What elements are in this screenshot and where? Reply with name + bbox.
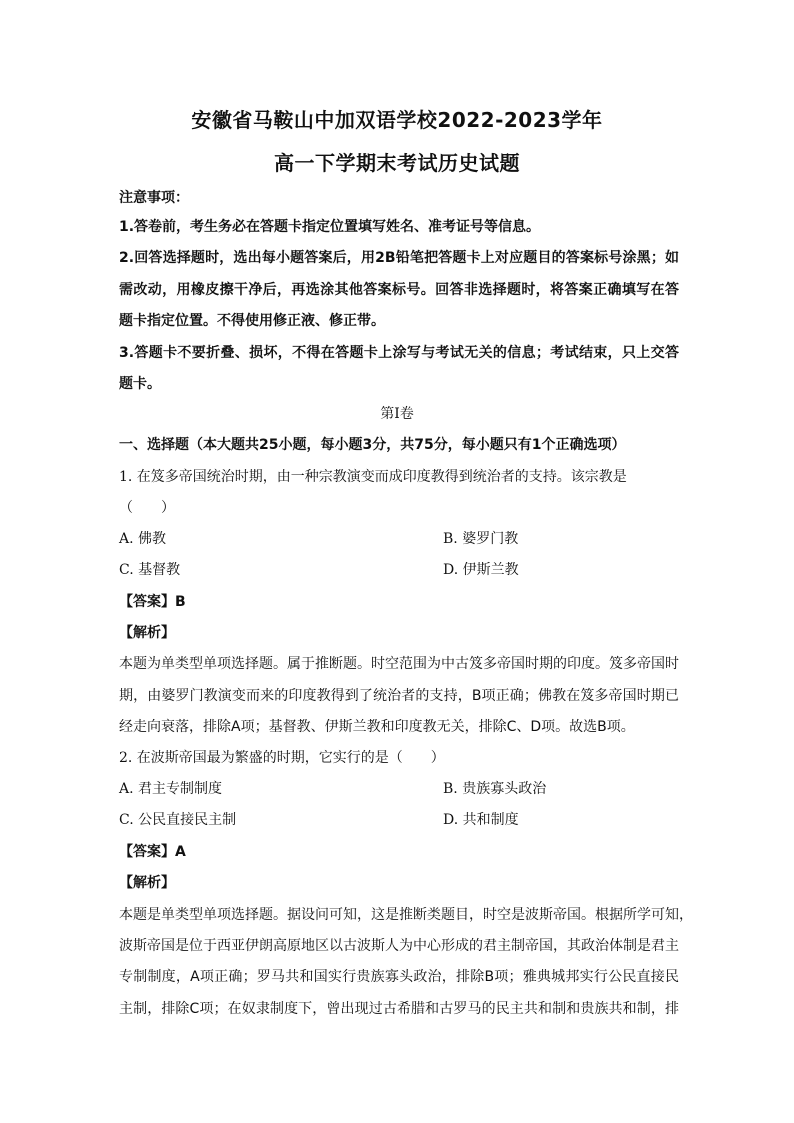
q2-answer: 【答案】A — [119, 844, 186, 860]
notice-item-2-line1: 2.回答选择题时，选出每小题答案后，用2B铅笔把答题卡上对应题目的答案标号涂黑；如 — [119, 250, 679, 266]
q2-stem: 2. 在波斯帝国最为繁盛的时期，它实行的是（ ） — [119, 750, 445, 766]
notice-item-3-line1: 3.答题卡不要折叠、损坏，不得在答题卡上涂写与考试无关的信息；考试结束，只上交答 — [119, 345, 679, 361]
notice-item-1: 1.答卷前，考生务必在答题卡指定位置填写姓名、准考证号等信息。 — [119, 219, 541, 235]
q2-analysis-line1: 本题是单类型单项选择题。据设问可知，这是推断类题目，时空是波斯帝国。根据所学可知， — [119, 907, 693, 923]
q2-option-b: B. 贵族寡头政治 — [443, 781, 547, 797]
q2-analysis-line3: 专制制度，A项正确；罗马共和国实行贵族寡头政治，排除B项；雅典城邦实行公民直接民 — [119, 969, 679, 985]
exam-title-line1: 安徽省马鞍山中加双语学校2022-2023学年 — [191, 108, 603, 132]
volume-heading: 第I卷 — [380, 406, 414, 422]
q1-analysis-line2: 期，由婆罗门教演变而来的印度教得到了统治者的支持，B项正确；佛教在笈多帝国时期已 — [119, 688, 679, 704]
q1-stem: 1. 在笈多帝国统治时期，由一种宗教演变而成印度教得到统治者的支持。该宗教是 — [119, 469, 627, 485]
q1-analysis-line3: 经走向衰落，排除A项；基督教、伊斯兰教和印度教无关，排除C、D项。故选B项。 — [119, 719, 635, 735]
q2-analysis-line4: 主制，排除C项；在奴隶制度下，曾出现过古希腊和古罗马的民主共和制和贵族共和制，排 — [119, 1001, 679, 1017]
q1-analysis-line1: 本题为单类型单项选择题。属于推断题。时空范围为中古笈多帝国时期的印度。笈多帝国时 — [119, 656, 679, 672]
q1-option-a: A. 佛教 — [119, 531, 167, 547]
exam-title-line2: 高一下学期末考试历史试题 — [274, 151, 520, 175]
notice-item-2-line2: 需改动，用橡皮擦干净后，再选涂其他答案标号。回答非选择题时，将答案正确填写在答 — [119, 282, 679, 298]
q1-answer: 【答案】B — [119, 594, 186, 610]
q1-option-c: C. 基督教 — [119, 562, 181, 578]
q1-analysis-label: 【解析】 — [119, 625, 175, 641]
q2-option-c: C. 公民直接民主制 — [119, 812, 237, 828]
notice-item-2-line3: 题卡指定位置。不得使用修正液、修正带。 — [119, 313, 385, 329]
q2-analysis-label: 【解析】 — [119, 875, 175, 891]
q2-option-d: D. 共和制度 — [443, 812, 519, 828]
q2-option-a: A. 君主专制制度 — [119, 781, 223, 797]
q1-option-d: D. 伊斯兰教 — [443, 562, 519, 578]
notice-heading: 注意事项： — [119, 190, 189, 206]
section-heading: 一、选择题（本大题共25小题，每小题3分，共75分，每小题只有1个正确选项） — [119, 437, 626, 453]
q1-option-b: B. 婆罗门教 — [443, 531, 519, 547]
q1-blank: （ ） — [119, 500, 175, 516]
notice-item-3-line2: 题卡。 — [119, 376, 161, 392]
q2-analysis-line2: 波斯帝国是位于西亚伊朗高原地区以古波斯人为中心形成的君主制帝国，其政治体制是君主 — [119, 938, 679, 954]
